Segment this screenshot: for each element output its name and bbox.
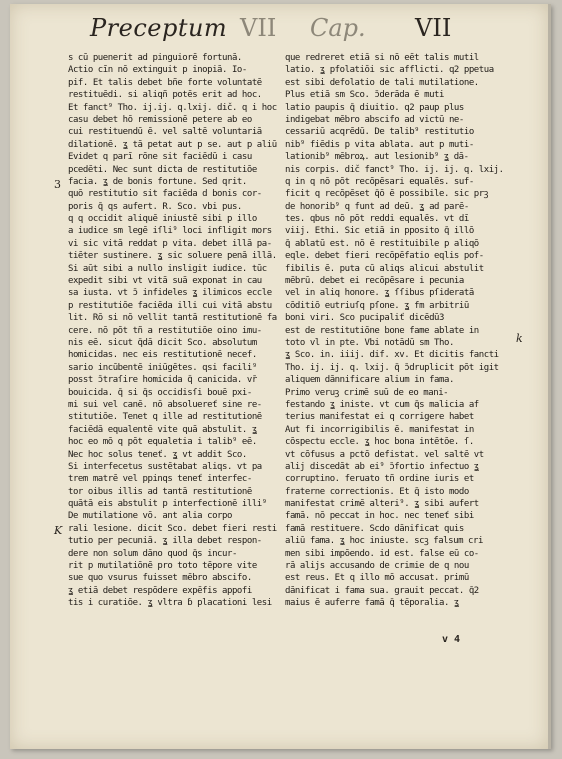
left-text-column	[68, 52, 278, 610]
text-line: mēbrū. debet ei recōpēsare i pecunia	[285, 276, 464, 287]
text-line: a iudice sm legē iſli⁹ loci infligit mors	[68, 226, 272, 237]
text-line: quō restitutio sit faciēda d bonis cor-	[68, 189, 262, 200]
margin-note-left-k: K	[54, 524, 63, 537]
header-roman-left: VII	[240, 14, 277, 42]
text-line: vel in aliq honore. ʓ ſſibus pſideratā	[285, 288, 474, 299]
text-line: dilationē. ʓ tā petat aut p se. aut p aliū	[68, 139, 277, 150]
text-line: que redreret etiā si nō eēt talis mutil	[285, 53, 479, 63]
header-roman-right: VII	[415, 14, 452, 42]
running-header	[10, 12, 548, 46]
text-line: trem matrē vel ppinqs teneť interfec-	[68, 474, 252, 485]
margin-note-left-3: 3	[54, 178, 61, 191]
text-line: de honorib⁹ q funt ad deū. ʓ ad parē-	[285, 201, 469, 212]
text-line: manifestat crimē alteri⁹. ʓ sibi aufert	[285, 499, 479, 510]
text-line: Plus etiā sm Sco. ɔ̄derāda ē muti	[285, 90, 444, 101]
text-line: sario incūbentē iniūgētes. qsi facili⁹	[68, 362, 257, 373]
text-line: terius manifestat ei q corrigere habet	[285, 412, 474, 423]
text-line: cere. nō pōt tñ a restitutiōe oino imu-	[68, 325, 262, 336]
text-line: quātā eis abstulit p interfectionē illi⁹	[68, 499, 267, 510]
margin-note-right-k: k	[516, 332, 523, 345]
text-line: pif. Et talis debet bñe forte voluntatē	[68, 77, 262, 88]
text-line: Actio cīn nō extinguit p inopiā. Io-	[68, 65, 247, 76]
header-title: Preceptum	[90, 14, 228, 42]
text-line: est de restitutiōne bone fame ablate in	[285, 325, 479, 336]
text-line: latio. ʓ pfolatiōi sic afflicti. q2 ppetua	[285, 65, 494, 76]
text-line: toto vl in pte. Vbi notādū sm Tho.	[285, 337, 454, 348]
text-line: eqle. debet fieri recōpēfatio eqlis pof-	[285, 251, 484, 262]
text-line: Nec hoc solus teneť. ʓ vt addit Sco.	[68, 449, 247, 460]
text-line: ficit q recōpēset q̄ō ē possibile. sic prꝫ	[285, 189, 488, 200]
text-line: maius ē auferre famā q̄ tēporalia. ʓ	[285, 598, 459, 609]
text-line: tutio per pecuniā. ʓ illa debet respon-	[68, 536, 262, 547]
text-line: fibilis ē. puta cū aliqs alicui abstulit	[285, 263, 484, 274]
text-line: Aut fi incorrigibilis ē. manifestat in	[285, 424, 474, 435]
text-line: Tho. ij. ij. q. lxij. q̄ ɔ̄druplicit pōt igit	[285, 362, 499, 373]
text-line: latio paupis q̄ diuitio. q2 paup plus	[285, 102, 464, 113]
text-line: ʓ etiā debet respōdere expēfis appofi	[68, 585, 252, 596]
text-line: cōditiō eutriuſq pſone. ʓ fm arbitriū	[285, 300, 469, 311]
text-line: hoc eo mō q pōt equaletia i talib⁹ eē.	[68, 437, 257, 448]
text-line: faciēdā equalentē vite quā abstulit. ʓ	[68, 424, 257, 435]
text-line: cōspectu eccle. ʓ hoc bona intētōe. ſ.	[285, 437, 474, 448]
text-line: rā alijs accusando de crimie de q nou	[285, 561, 469, 572]
text-line: ʓ Sco. in. iiij. dif. xv. Et dicitis fancti	[285, 350, 499, 361]
text-line: p restitutiōe faciēda illi cui vitā abstu	[68, 300, 272, 311]
text-line: bouicida. q̄ si q̄s occidisſi bouē pxi-	[68, 387, 252, 398]
text-line: cessariū acqrēdū. De talib⁹ restitutio	[285, 127, 474, 138]
text-line: Si aūt sibi a nullo insligit iudice. tūc	[68, 263, 267, 274]
text-line: indigebat mēbro abscifo ad victū ne-	[285, 114, 464, 125]
text-line: alij discedāt ab ei⁹ ɔ̄fortio infectuo ʓ	[285, 461, 479, 472]
text-line: viij. Ethi. Sic etiā in pposito q̄ illō	[285, 226, 474, 237]
text-line: cui restituendū ē. vel saltē voluntariā	[68, 127, 262, 138]
text-line: famā restituere. Scdo dānificat quis	[285, 523, 464, 534]
text-line: s cū puenerit ad pinguiorē fortunā.	[68, 53, 242, 63]
text-line: lationib⁹ mēbroꝝ. aut lesionib⁹ ʓ dā-	[285, 152, 469, 163]
text-line: nis eē. sicut q̄dā dicit Sco. absolutum	[68, 337, 257, 348]
text-line: q in q nō pōt recōpēsari equalēs. suf-	[285, 176, 474, 187]
text-line: casu debet hō remissionē petere ab eo	[68, 114, 252, 125]
text-line: sa iusta. vt ɔ̄ infideles ʓ ilimicos eccle	[68, 288, 272, 299]
text-line: dānificat i fama sua. grauit peccat. q̄2	[285, 585, 479, 596]
text-line: rit p mutilatiōnē pro toto tēpore vite	[68, 561, 257, 572]
text-line: Si interfecetus sustētabat aliqs. vt pa	[68, 461, 262, 472]
right-text-column	[285, 52, 510, 610]
text-line: aliū fama. ʓ hoc iniuste. scꝫ falsum cri	[285, 536, 483, 547]
text-line: pcedēti. Nec sunt dicta de restitutiōe	[68, 164, 257, 175]
text-line: tiēter sustinere. ʓ sic soluere penā illā.	[68, 251, 277, 262]
text-line: festando ʓ iniste. vt cum q̄s malicia af	[285, 399, 479, 410]
text-line: poris q̄ qs aufert. R. Sco. vbi pus.	[68, 201, 242, 212]
text-line: facia. ʓ de bonis fortune. Sed qrit.	[68, 176, 247, 187]
text-line: tis i curatiōe. ʓ vltra ɓ placationi lesi	[68, 598, 272, 609]
text-line: restituēdi. si aliqñ potēs erit ad hoc.	[68, 90, 262, 101]
text-line: nis corpis. dič fanct⁹ Tho. ij. ij. q. lxij.	[285, 164, 504, 175]
text-line: est sibi defolatio de tali mutilatione.	[285, 77, 479, 88]
text-line: boni viri. Sco pucipaliť dicēdū3	[285, 313, 444, 324]
text-line: Primo veruꝫ crimē suū de eo mani-	[285, 387, 449, 398]
text-line: expedit sibi vt vitā suā exponat in cau	[68, 276, 262, 287]
text-line: Et fanct⁹ Tho. ij.ij. q.lxij. dič. q i hoc	[68, 102, 277, 113]
book-page	[10, 4, 551, 749]
text-line: vi sic vitā reddat p vita. debet illā pa-	[68, 238, 272, 249]
text-line: stitutiōe. Tenet q ille ad restitutionē	[68, 412, 262, 423]
text-line: Evidet q parī rōne sit faciēdū i casu	[68, 152, 252, 163]
text-line: q̄ ablatū est. nō ē restituibile p aliqō	[285, 238, 479, 249]
text-line: est reus. Et q illo mō accusat. primū	[285, 573, 469, 584]
header-cap: Cap.	[310, 14, 366, 42]
text-line: mi sui vel canē. nō absoluereť sine re-	[68, 399, 262, 410]
text-line: q q occidit aliquē iniustē sibi p illo	[68, 214, 257, 225]
text-line: posst ɔ̄traſire homicida q̄ canicida. vr̄	[68, 375, 257, 386]
text-line: tes. qbus nō pōt reddi equalēs. vt dī	[285, 214, 469, 225]
text-line: vt cōfusus a pctō defistat. vel saltē vt	[285, 449, 484, 460]
text-line: tor oibus illis ad tantā restitutionē	[68, 486, 252, 497]
text-line: aliquem dānnificare alium in fama.	[285, 375, 454, 386]
text-line: famā. nō peccat in hoc. nec teneť sibi	[285, 511, 474, 522]
text-line: homicidas. nec eis restitutionē necef.	[68, 350, 257, 361]
text-line: corruptino. feruato tñ ordine iuris et	[285, 474, 474, 485]
signature-mark: v 4	[442, 634, 461, 645]
text-line: sue quo vsurus fuisset mēbro abscifo.	[68, 573, 252, 584]
text-line: dere non solum dāno quod q̄s incur-	[68, 548, 237, 559]
text-line: nib⁹ fiēdis p vita ablata. aut p muti-	[285, 139, 474, 150]
text-line: De mutilatione vō. ant alia corpo	[68, 511, 232, 522]
text-line: lit. Rō si nō vellit tantā restitutionē fa	[68, 313, 277, 324]
text-line: rali lesione. dicit Sco. debet fieri resti	[68, 523, 277, 534]
text-line: men sibi impōendo. id est. false eū co-	[285, 548, 479, 559]
text-line: fraterne correctionis. Et q̄ isto modo	[285, 486, 469, 497]
